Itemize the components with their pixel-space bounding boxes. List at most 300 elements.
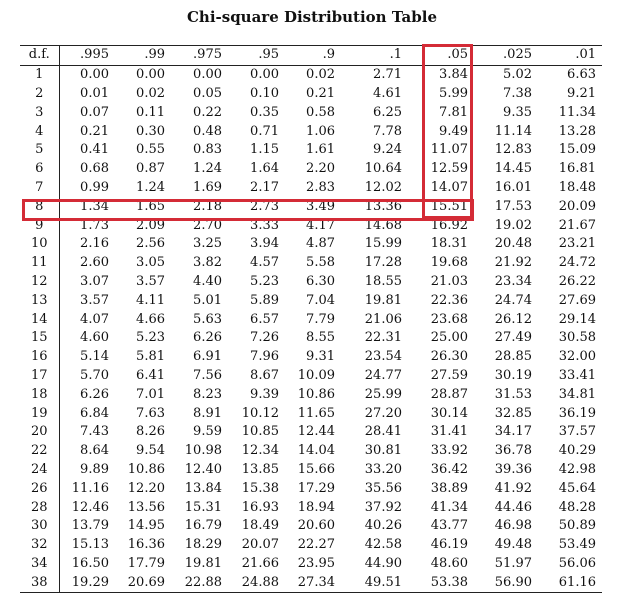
value-cell: 13.85: [241, 461, 279, 477]
value-cell: 19.81: [184, 555, 222, 571]
value-cell: 27.34: [297, 574, 335, 590]
value-cell: 7.01: [136, 386, 165, 402]
header-alpha: .9: [285, 46, 341, 66]
df-cell: 11: [20, 254, 59, 273]
value-cell: 5.23: [136, 330, 165, 346]
table-title: Chi-square Distribution Table: [186, 8, 437, 26]
value-cell: 49.48: [494, 537, 532, 553]
value-cell: 20.07: [241, 537, 279, 553]
value-cell: 3.94: [250, 236, 279, 252]
value-cell: 6.91: [193, 349, 222, 365]
value-cell: 40.29: [558, 443, 596, 459]
df-cell: 14: [20, 310, 59, 329]
table-row: [20, 329, 602, 348]
value-cell: 17.29: [297, 480, 335, 496]
value-cell: 30.58: [558, 330, 596, 346]
value-cell: 1.64: [250, 161, 279, 177]
value-cell: 61.16: [558, 574, 596, 590]
value-cell: 18.94: [297, 499, 335, 515]
value-cell: 16.92: [430, 217, 468, 233]
value-cell: 7.43: [80, 424, 109, 440]
df-cell: 6: [20, 160, 59, 179]
value-cell: 7.63: [136, 405, 165, 421]
value-cell: 6.25: [373, 104, 402, 120]
value-cell: 42.98: [558, 461, 596, 477]
value-cell: 0.21: [306, 85, 335, 101]
header-row: [20, 46, 602, 66]
table-row: [20, 498, 602, 517]
value-cell: 35.56: [364, 480, 402, 496]
value-cell: 36.42: [430, 461, 468, 477]
value-cell: 24.72: [558, 255, 596, 271]
value-cell: 0.10: [250, 85, 279, 101]
value-cell: 51.97: [494, 555, 532, 571]
value-cell: 0.71: [250, 123, 279, 139]
header-alpha: .995: [59, 46, 115, 66]
value-cell: 1.34: [80, 198, 109, 214]
value-cell: 5.70: [80, 367, 109, 383]
value-cell: 9.54: [136, 443, 165, 459]
value-cell: 2.16: [80, 236, 109, 252]
table-row: [20, 555, 602, 574]
value-cell: 2.70: [193, 217, 222, 233]
value-cell: 22.36: [430, 292, 468, 308]
value-cell: 14.07: [430, 179, 468, 195]
value-cell: 3.33: [250, 217, 279, 233]
value-cell: 40.26: [364, 518, 402, 534]
df-cell: 19: [20, 404, 59, 423]
value-cell: 29.14: [558, 311, 596, 327]
value-cell: 37.92: [364, 499, 402, 515]
value-cell: 26.22: [558, 273, 596, 289]
value-cell: 16.01: [494, 179, 532, 195]
header-alpha: .05: [408, 46, 474, 66]
value-cell: 44.90: [364, 555, 402, 571]
table-row: [20, 122, 602, 141]
value-cell: 26.12: [494, 311, 532, 327]
df-cell: 8: [20, 197, 59, 216]
value-cell: 9.59: [193, 424, 222, 440]
value-cell: 9.24: [373, 142, 402, 158]
value-cell: 12.83: [494, 142, 532, 158]
value-cell: 16.93: [241, 499, 279, 515]
value-cell: 9.21: [567, 85, 596, 101]
value-cell: 0.35: [250, 104, 279, 120]
value-cell: 9.35: [503, 104, 532, 120]
value-cell: 1.15: [250, 142, 279, 158]
value-cell: 10.98: [184, 443, 222, 459]
value-cell: 0.05: [193, 85, 222, 101]
table-row: [20, 254, 602, 273]
value-cell: 3.25: [193, 236, 222, 252]
value-cell: 6.57: [250, 311, 279, 327]
value-cell: 27.20: [364, 405, 402, 421]
value-cell: 20.69: [127, 574, 165, 590]
value-cell: 16.50: [71, 555, 109, 571]
value-cell: 3.07: [80, 273, 109, 289]
value-cell: 32.00: [558, 349, 596, 365]
value-cell: 16.81: [558, 161, 596, 177]
table-row: [20, 367, 602, 386]
value-cell: 8.64: [80, 443, 109, 459]
value-cell: 0.11: [136, 104, 165, 120]
value-cell: 5.81: [136, 349, 165, 365]
value-cell: 7.38: [503, 85, 532, 101]
df-cell: 26: [20, 479, 59, 498]
table-row: [20, 348, 602, 367]
value-cell: 0.00: [80, 67, 109, 83]
value-cell: 44.46: [494, 499, 532, 515]
value-cell: 4.17: [306, 217, 335, 233]
value-cell: 11.65: [297, 405, 335, 421]
value-cell: 0.41: [80, 142, 109, 158]
header-alpha: .01: [538, 46, 602, 66]
value-cell: 2.73: [250, 198, 279, 214]
value-cell: 3.84: [439, 67, 468, 83]
value-cell: 4.57: [250, 255, 279, 271]
value-cell: 10.85: [241, 424, 279, 440]
value-cell: 7.81: [439, 104, 468, 120]
value-cell: 25.00: [430, 330, 468, 346]
df-cell: 1: [20, 65, 59, 84]
value-cell: 5.01: [193, 292, 222, 308]
value-cell: 2.18: [193, 198, 222, 214]
value-cell: 6.30: [306, 273, 335, 289]
value-cell: 30.14: [430, 405, 468, 421]
value-cell: 2.09: [136, 217, 165, 233]
value-cell: 14.68: [364, 217, 402, 233]
value-cell: 2.83: [306, 179, 335, 195]
value-cell: 4.07: [80, 311, 109, 327]
value-cell: 0.55: [136, 142, 165, 158]
df-cell: 20: [20, 423, 59, 442]
value-cell: 0.83: [193, 142, 222, 158]
value-cell: 19.02: [494, 217, 532, 233]
value-cell: 33.92: [430, 443, 468, 459]
value-cell: 0.58: [306, 104, 335, 120]
value-cell: 10.86: [297, 386, 335, 402]
value-cell: 0.99: [80, 179, 109, 195]
value-cell: 19.81: [364, 292, 402, 308]
df-cell: 7: [20, 179, 59, 198]
value-cell: 12.40: [184, 461, 222, 477]
value-cell: 13.56: [127, 499, 165, 515]
value-cell: 30.19: [494, 367, 532, 383]
df-cell: 10: [20, 235, 59, 254]
value-cell: 53.38: [430, 574, 468, 590]
value-cell: 11.07: [430, 142, 468, 158]
value-cell: 8.26: [136, 424, 165, 440]
value-cell: 15.66: [297, 461, 335, 477]
value-cell: 41.34: [430, 499, 468, 515]
value-cell: 49.51: [364, 574, 402, 590]
value-cell: 6.41: [136, 367, 165, 383]
value-cell: 1.61: [306, 142, 335, 158]
value-cell: 6.26: [80, 386, 109, 402]
value-cell: 17.79: [127, 555, 165, 571]
value-cell: 30.81: [364, 443, 402, 459]
value-cell: 7.56: [193, 367, 222, 383]
value-cell: 2.56: [136, 236, 165, 252]
value-cell: 24.74: [494, 292, 532, 308]
df-cell: 34: [20, 555, 59, 574]
value-cell: 0.87: [136, 161, 165, 177]
value-cell: 0.48: [193, 123, 222, 139]
table-row: [20, 385, 602, 404]
value-cell: 56.06: [558, 555, 596, 571]
value-cell: 28.41: [364, 424, 402, 440]
value-cell: 12.34: [241, 443, 279, 459]
value-cell: 22.88: [184, 574, 222, 590]
value-cell: 5.63: [193, 311, 222, 327]
header-alpha: .025: [474, 46, 538, 66]
value-cell: 28.85: [494, 349, 532, 365]
df-cell: 30: [20, 517, 59, 536]
value-cell: 31.53: [494, 386, 532, 402]
value-cell: 46.19: [430, 537, 468, 553]
value-cell: 50.89: [558, 518, 596, 534]
df-cell: 22: [20, 442, 59, 461]
value-cell: 14.95: [127, 518, 165, 534]
value-cell: 0.21: [80, 123, 109, 139]
value-cell: 6.26: [193, 330, 222, 346]
value-cell: 3.49: [306, 198, 335, 214]
table-body: [20, 65, 602, 592]
df-cell: 12: [20, 273, 59, 292]
df-cell: 3: [20, 103, 59, 122]
value-cell: 11.16: [71, 480, 109, 496]
df-cell: 18: [20, 385, 59, 404]
value-cell: 3.57: [136, 273, 165, 289]
table-row: [20, 85, 602, 104]
value-cell: 15.13: [71, 537, 109, 553]
value-cell: 48.60: [430, 555, 468, 571]
value-cell: 18.29: [184, 537, 222, 553]
value-cell: 25.99: [364, 386, 402, 402]
df-cell: 32: [20, 536, 59, 555]
value-cell: 6.63: [567, 67, 596, 83]
value-cell: 9.31: [306, 349, 335, 365]
value-cell: 16.79: [184, 518, 222, 534]
value-cell: 15.51: [430, 198, 468, 214]
header-alpha: .1: [341, 46, 408, 66]
value-cell: 8.23: [193, 386, 222, 402]
value-cell: 12.20: [127, 480, 165, 496]
value-cell: 5.58: [306, 255, 335, 271]
value-cell: 4.66: [136, 311, 165, 327]
value-cell: 7.79: [306, 311, 335, 327]
value-cell: 17.53: [494, 198, 532, 214]
value-cell: 10.09: [297, 367, 335, 383]
value-cell: 34.17: [494, 424, 532, 440]
chi-square-table: [20, 45, 602, 593]
value-cell: 4.60: [80, 330, 109, 346]
table-header: [20, 46, 602, 66]
value-cell: 11.34: [558, 104, 596, 120]
value-cell: 8.91: [193, 405, 222, 421]
value-cell: 10.64: [364, 161, 402, 177]
value-cell: 24.77: [364, 367, 402, 383]
value-cell: 1.65: [136, 198, 165, 214]
value-cell: 0.68: [80, 161, 109, 177]
table-row: [20, 141, 602, 160]
table-row: [20, 273, 602, 292]
value-cell: 15.31: [184, 499, 222, 515]
table-row: [20, 310, 602, 329]
df-cell: 13: [20, 291, 59, 310]
value-cell: 5.23: [250, 273, 279, 289]
value-cell: 20.09: [558, 198, 596, 214]
value-cell: 45.64: [558, 480, 596, 496]
table-row: [20, 404, 602, 423]
df-cell: 5: [20, 141, 59, 160]
value-cell: 8.67: [250, 367, 279, 383]
value-cell: 2.17: [250, 179, 279, 195]
value-cell: 3.57: [80, 292, 109, 308]
table-row: [20, 235, 602, 254]
value-cell: 26.30: [430, 349, 468, 365]
df-cell: 15: [20, 329, 59, 348]
table-row: [20, 179, 602, 198]
value-cell: 36.78: [494, 443, 532, 459]
df-cell: 2: [20, 85, 59, 104]
table-row: [20, 479, 602, 498]
value-cell: 24.88: [241, 574, 279, 590]
value-cell: 27.49: [494, 330, 532, 346]
value-cell: 4.87: [306, 236, 335, 252]
value-cell: 18.55: [364, 273, 402, 289]
value-cell: 21.92: [494, 255, 532, 271]
df-cell: 4: [20, 122, 59, 141]
table-row: [20, 517, 602, 536]
value-cell: 0.01: [80, 85, 109, 101]
value-cell: 12.46: [71, 499, 109, 515]
value-cell: 7.26: [250, 330, 279, 346]
value-cell: 1.24: [136, 179, 165, 195]
value-cell: 33.20: [364, 461, 402, 477]
value-cell: 2.71: [373, 67, 402, 83]
table-row: [20, 160, 602, 179]
value-cell: 14.45: [494, 161, 532, 177]
value-cell: 27.69: [558, 292, 596, 308]
value-cell: 39.36: [494, 461, 532, 477]
value-cell: 2.20: [306, 161, 335, 177]
df-cell: 16: [20, 348, 59, 367]
value-cell: 28.87: [430, 386, 468, 402]
value-cell: 23.21: [558, 236, 596, 252]
value-cell: 15.09: [558, 142, 596, 158]
value-cell: 9.39: [250, 386, 279, 402]
df-cell: 28: [20, 498, 59, 517]
value-cell: 7.04: [306, 292, 335, 308]
value-cell: 3.05: [136, 255, 165, 271]
header-alpha: .95: [228, 46, 285, 66]
value-cell: 4.11: [136, 292, 165, 308]
header-df: d.f.: [20, 46, 59, 66]
header-alpha: .975: [171, 46, 228, 66]
table-row: [20, 423, 602, 442]
value-cell: 0.02: [136, 85, 165, 101]
value-cell: 5.02: [503, 67, 532, 83]
value-cell: 9.49: [439, 123, 468, 139]
value-cell: 41.92: [494, 480, 532, 496]
value-cell: 12.59: [430, 161, 468, 177]
value-cell: 23.34: [494, 273, 532, 289]
value-cell: 33.41: [558, 367, 596, 383]
value-cell: 31.41: [430, 424, 468, 440]
value-cell: 8.55: [306, 330, 335, 346]
value-cell: 20.60: [297, 518, 335, 534]
table-row: [20, 461, 602, 480]
value-cell: 19.68: [430, 255, 468, 271]
value-cell: 18.49: [241, 518, 279, 534]
df-cell: 38: [20, 573, 59, 592]
value-cell: 48.28: [558, 499, 596, 515]
table-row: [20, 442, 602, 461]
df-cell: 9: [20, 216, 59, 235]
value-cell: 23.95: [297, 555, 335, 571]
value-cell: 1.06: [306, 123, 335, 139]
value-cell: 21.03: [430, 273, 468, 289]
value-cell: 0.07: [80, 104, 109, 120]
value-cell: 4.61: [373, 85, 402, 101]
value-cell: 6.84: [80, 405, 109, 421]
value-cell: 17.28: [364, 255, 402, 271]
value-cell: 10.86: [127, 461, 165, 477]
value-cell: 5.99: [439, 85, 468, 101]
table-row: [20, 573, 602, 592]
value-cell: 13.28: [558, 123, 596, 139]
value-cell: 15.99: [364, 236, 402, 252]
df-cell: 17: [20, 367, 59, 386]
value-cell: 3.82: [193, 255, 222, 271]
value-cell: 34.81: [558, 386, 596, 402]
value-cell: 37.57: [558, 424, 596, 440]
value-cell: 21.67: [558, 217, 596, 233]
value-cell: 14.04: [297, 443, 335, 459]
value-cell: 27.59: [430, 367, 468, 383]
value-cell: 4.40: [193, 273, 222, 289]
value-cell: 13.36: [364, 198, 402, 214]
value-cell: 12.44: [297, 424, 335, 440]
value-cell: 22.27: [297, 537, 335, 553]
value-cell: 23.68: [430, 311, 468, 327]
value-cell: 56.90: [494, 574, 532, 590]
table-row: [20, 291, 602, 310]
value-cell: 9.89: [80, 461, 109, 477]
value-cell: 43.77: [430, 518, 468, 534]
value-cell: 53.49: [558, 537, 596, 553]
value-cell: 0.02: [306, 67, 335, 83]
value-cell: 1.69: [193, 179, 222, 195]
value-cell: 36.19: [558, 405, 596, 421]
value-cell: 38.89: [430, 480, 468, 496]
df-cell: 24: [20, 461, 59, 480]
value-cell: 21.06: [364, 311, 402, 327]
value-cell: 5.89: [250, 292, 279, 308]
value-cell: 32.85: [494, 405, 532, 421]
value-cell: 11.14: [494, 123, 532, 139]
value-cell: 1.24: [193, 161, 222, 177]
value-cell: 12.02: [364, 179, 402, 195]
value-cell: 0.00: [250, 67, 279, 83]
table-row: [20, 65, 602, 84]
value-cell: 46.98: [494, 518, 532, 534]
table-row: [20, 103, 602, 122]
value-cell: 23.54: [364, 349, 402, 365]
header-alpha: .99: [115, 46, 171, 66]
value-cell: 0.22: [193, 104, 222, 120]
